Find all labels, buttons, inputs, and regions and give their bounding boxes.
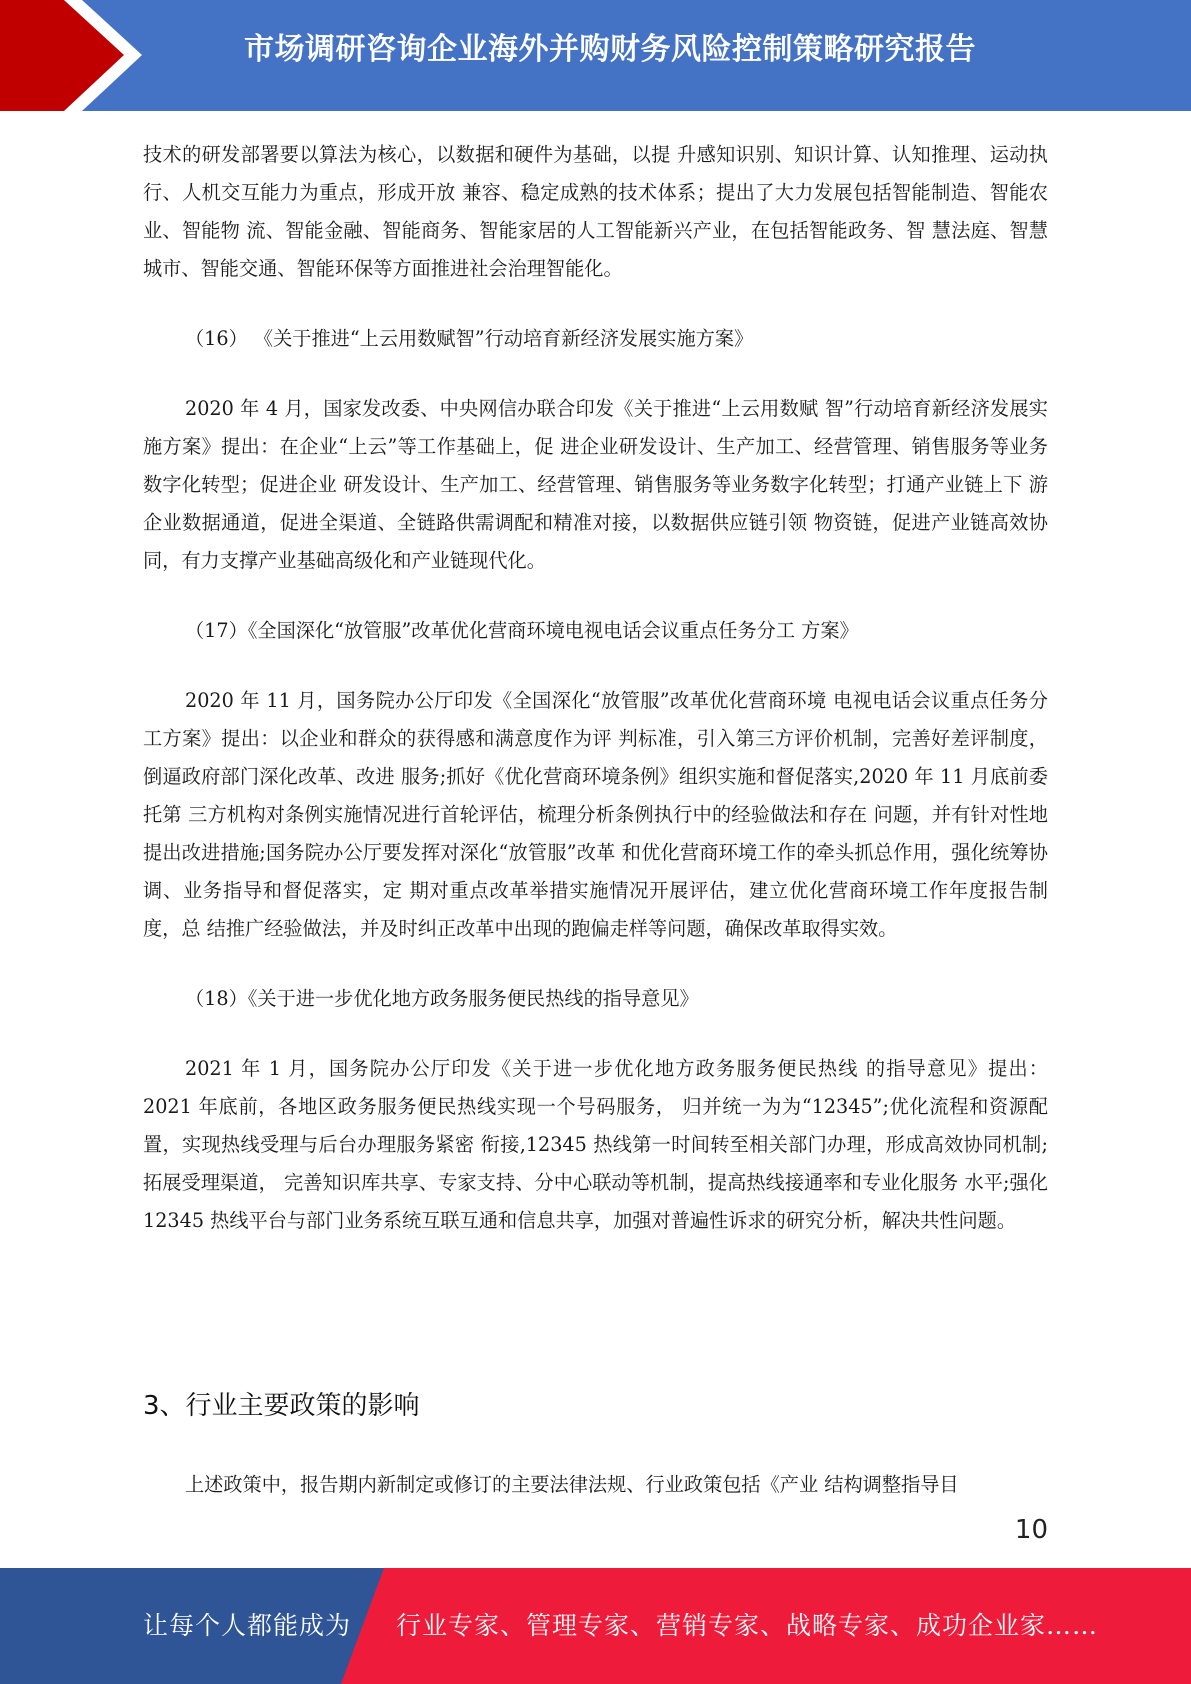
policy-item-16-body: 2020 年 4 月，国家发改委、中央网信办联合印发《关于推进“上云用数赋 智”行动培育新经济发展实施方案》提出：在企业“上云”等工作基础上，促 进企业研发设计、生产加工、经营管理、销售服务等业务数字化转型；促进企业 研发设计、生产加工、经营管理、销售服务等业务数字化转型；打通产业链上下 游企业数据通道，促进全渠道、全链路供需调配和精准对接，以数据供应链引领 物资链，促进产业链高效协同，有力支撑产业基础高级化和产业链现代化。: [143, 397, 1048, 572]
intro-paragraph: 技术的研发部署要以算法为核心，以数据和硬件为基础，以提 升感知识别、知识计算、认知推理、运动执行、人机交互能力为重点，形成开放 兼容、稳定成熟的技术体系；提出了大力发展包括智能制造、智能农业、智能物 流、智能金融、智能商务、智能家居的人工智能新兴产业，在包括智能政务、智 慧法庭、智慧城市、智能交通、智能环保等方面推进社会治理智能化。: [143, 143, 1048, 280]
footer-slogan-left: 让每个人都能成为: [143, 1611, 352, 1640]
page-header: [0, 0, 1191, 111]
policy-item-18-title: （18）《关于进一步优化地方政务服务便民热线的指导意见》: [185, 987, 699, 1010]
page-number: 10: [1014, 1515, 1048, 1545]
section-heading: 3、行业主要政策的影响: [143, 1391, 420, 1421]
footer-slogan-right: 行业专家、管理专家、营销专家、战略专家、成功企业家……: [396, 1611, 1099, 1640]
policy-item-17-title: （17）《全国深化“放管服”改革优化营商环境电视电话会议重点任务分工 方案》: [185, 619, 859, 642]
policy-item-18-body: 2021 年 1 月，国务院办公厅印发《关于进一步优化地方政务服务便民热线 的指导意见》提出：2021 年底前，各地区政务服务便民热线实现一个号码服务， 归并统一为为“12345”;优化流程和资源配置，实现热线受理与后台办理服务紧密 衔接,12345 热线第一时间转至相关部门办理，形成高效协同机制;拓展受理渠道， 完善知识库共享、专家支持、分中心联动等机制，提高热线接通率和专业化服务 水平;强化 12345 热线平台与部门业务系统互联互通和信息共享，加强对普遍性诉求的研究分析，解决共性问题。: [143, 1057, 1048, 1232]
page-footer: [0, 1568, 1191, 1684]
policy-item-16-title: （16） 《关于推进“上云用数赋智”行动培育新经济发展实施方案》: [185, 327, 754, 350]
page-content: [143, 136, 1048, 1240]
header-red-arrow-decoration: [0, 0, 150, 111]
report-title: 市场调研咨询企业海外并购财务风险控制策略研究报告: [244, 32, 976, 67]
closing-paragraph: 上述政策中，报告期内新制定或修订的主要法律法规、行业政策包括《产业 结构调整指导目: [185, 1473, 959, 1496]
policy-item-17-body: 2020 年 11 月，国务院办公厅印发《全国深化“放管服”改革优化营商环境 电视电话会议重点任务分工方案》提出：以企业和群众的获得感和满意度作为评 判标准，引入第三方评价机制，完善好差评制度，倒逼政府部门深化改革、改进 服务;抓好《优化营商环境条例》组织实施和督促落实,2020 年 11 月底前委托第 三方机构对条例实施情况进行首轮评估，梳理分析条例执行中的经验做法和存在 问题，并有针对性地提出改进措施;国务院办公厅要发挥对深化“放管服”改革 和优化营商环境工作的牵头抓总作用，强化统筹协调、业务指导和督促落实，定 期对重点改革举措实施情况开展评估，建立优化营商环境工作年度报告制度，总 结推广经验做法，并及时纠正改革中出现的跑偏走样等问题，确保改革取得实效。: [143, 689, 1048, 940]
